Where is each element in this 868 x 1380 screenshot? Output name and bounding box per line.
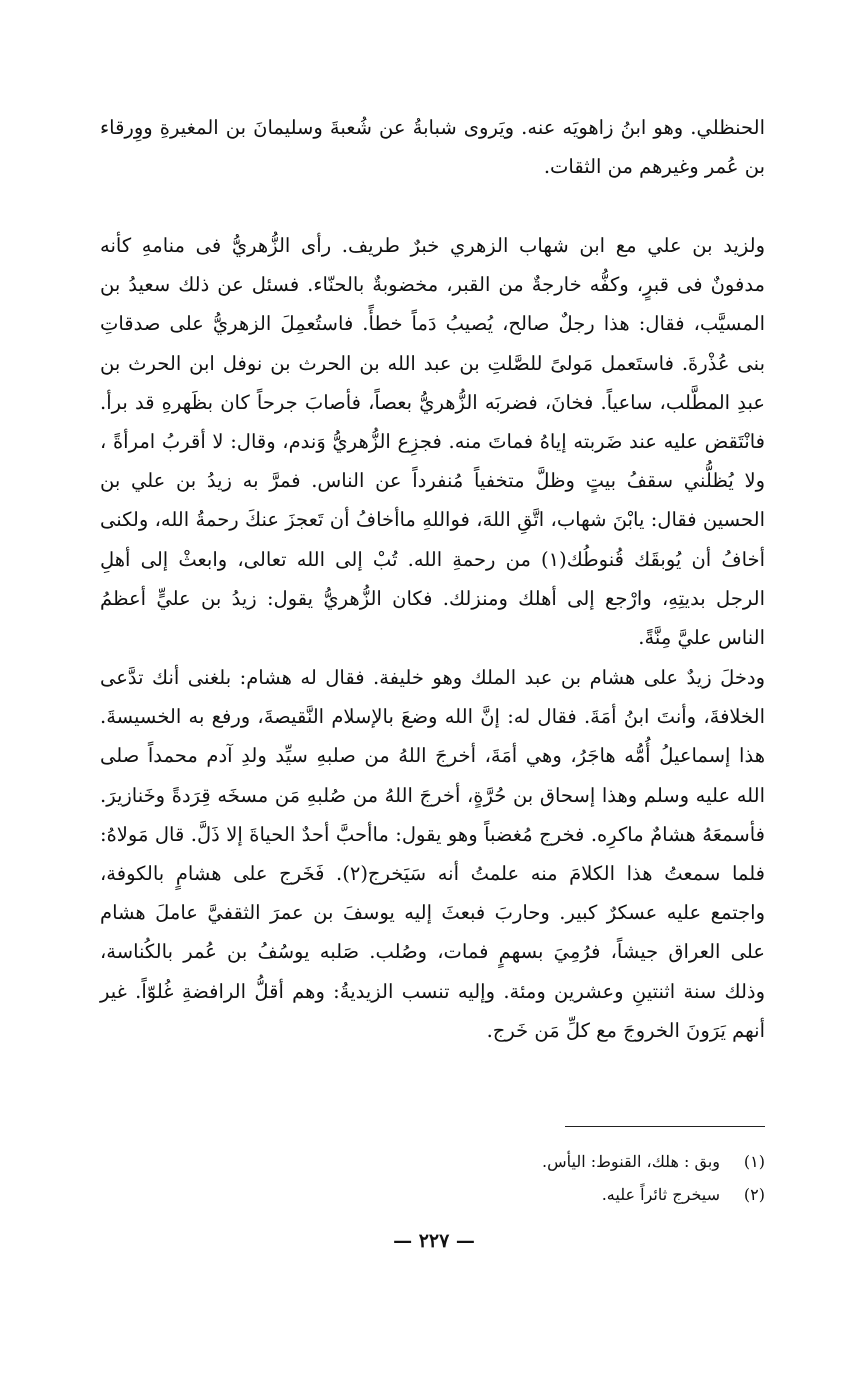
footnotes [265, 1145, 765, 1211]
paragraph-text: ولزيد بن علي مع ابن شهاب الزهري خبرٌ طريف. رأى الزُّهريُّ فى منامهِ كأنه مدفونٌ فى قبرٍ، وكفُّه خارجةٌ من القبر، مخضوبةٌ بالحنّاء. فسئل عن ذلك سعيدُ بن المسيَّب، فقال: هذا رجلٌ صالح، يُصيبُ دَماً خطأً. فاستُعمِلَ الزهريُّ على صدقاتِ بنى عُذْرةَ. فاستَعمل مَولىً للصَّلتِ بن عبد الله بن الحرث بن نوفل ابن الحرث بن عبدِ المطَّلب، ساعياً. فخانَ، فضربَه الزُّهريُّ بعصاً، فأصابَ جرحاً كان بظَهرهِ قد برأ. فانْتَقض عليه عند ضَربته إياهُ فماتَ منه. فجزِع الزُّهريُّ وَندم، وقال: لا أقربُ امرأةً ، ولا يُظلُّني سقفُ بيتٍ وظلَّ متخفياً مُنفرداً عن الناس. فمرَّ به زيدُ بن علي بن الحسين فقال: يابْنَ شهاب، اتَّقِ اللهَ، فواللهِ ماأخافُ أن تَعجزَ عنكَ رحمةُ الله، ولكنى أخافُ أن يُوبقَك قُنوطُك(١) من رحمةِ الله. تُبْ إلى الله تعالى، وابعثْ إلى أهلِ الرجل بديتِهِ، وارْجع إلى أهلك ومنزلك. فكان الزُّهريُّ يقول: زيدُ بن عليٍّ أعظمُ الناس عليَّ مِنَّةً. [100, 234, 765, 650]
footnote-marker: (١) [743, 1152, 765, 1171]
paragraph-3 [100, 658, 765, 1050]
paragraph-text: ودخلَ زيدٌ على هشام بن عبد الملك وهو خليفة. فقال له هشام: بلغنى أنك تدَّعى الخلافةَ، وأنتَ ابنُ أمَةَ. فقال له: إنَّ الله وضعَ بالإسلام النَّقيصةَ، ورفع به الخسيسةَ. هذا إسماعيلُ أُمُّه هاجَرُ، وهي أمَةَ، أخرجَ اللهُ من صلبهِ سيِّد ولدِ آدم محمداً صلى الله عليه وسلم وهذا إسحاق بن حُرَّةٍ، أخرجَ اللهُ من صُلبهِ مَن مسخَه قِرَدةً وخَنازيرَ. فأسمعَهُ هشامٌ ماكرِه. فخرج مُغضباً وهو يقول: ماأحبَّ أحدٌ الحياةَ إلا ذَلَّ. قال مَولاهُ: فلما سمعتُ هذا الكلامَ منه علمتُ أنه سَيَخرج(٢). فَخَرج على هشامٍ بالكوفة، واجتمع عليه عسكرٌ كبير. وحاربَ فبعثَ إليه يوسفَ بن عمرَ الثقفيَّ عاملَ هشام على العراق جيشاً، فرُمِيَ بسهمٍ فمات، وصُلب. صَلبه يوسُفُ بن عُمر بالكُناسة، وذلك سنة اثنتينِ وعشرين ومئة. وإليه تنسب الزيديةُ: وهم أقلُّ الرافضةِ غُلوّاً. غير أنهم يَرَونَ الخروجَ مع كلِّ مَن خَرج. [100, 666, 765, 1042]
footnote-1 [265, 1145, 765, 1178]
paragraph-1 [100, 108, 765, 186]
footnote-divider [565, 1126, 765, 1127]
page-number: — ٢٢٧ — [393, 1230, 475, 1252]
footnote-text: سيخرج ثائراً عليه. [601, 1185, 720, 1204]
paragraph-text: الحنظلي. وهو ابنُ زاهويَه عنه. ويَروى شبابةُ عن شُعبةَ وسليمانَ بن المغيرةِ ووِرقاء بن عُمر وغيرهم من الثقات. [100, 116, 765, 179]
footnote-marker: (٢) [743, 1185, 765, 1204]
footnote-2 [265, 1178, 765, 1211]
footnote-text: وبق : هلك، القنوط: اليأس. [542, 1152, 720, 1171]
paragraph-2 [100, 226, 765, 657]
